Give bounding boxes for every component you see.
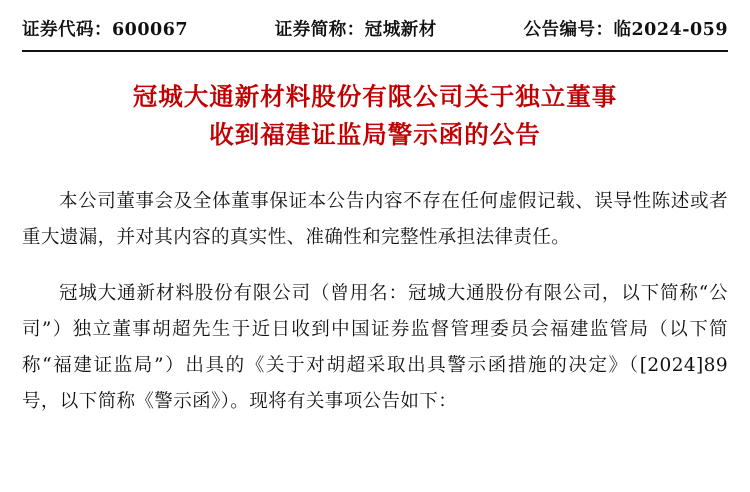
page-title-line-1: 冠城大通新材料股份有限公司关于独立董事 bbox=[132, 82, 618, 111]
security-abbreviation bbox=[275, 16, 437, 41]
security-abbreviation-label: 证券简称： bbox=[274, 20, 365, 40]
body-paragraph-disclaimer: 本公司董事会及全体董事保证本公告内容不存在任何虚假记载、误导性陈述或者重大遗漏，并对其内容的真实性、准确性和完整性承担法律责任。 bbox=[22, 190, 728, 248]
document-header bbox=[22, 0, 728, 41]
header-divider bbox=[22, 50, 728, 52]
security-code bbox=[22, 16, 188, 41]
body-paragraph-main: 冠城大通新材料股份有限公司（曾用名：冠城大通股份有限公司，以下简称“公司”）独立董事胡超先生于近日收到中国证券监督管理委员会福建监管局（以下简称“福建证监局”）出具的《关于对胡超采取出具警示函措施的决定》（[2024]89 号，以下简称《警示函》）。现将有关事项公告如下： bbox=[22, 283, 728, 413]
security-code-label: 证券代码： bbox=[22, 20, 112, 40]
page-title bbox=[22, 78, 728, 154]
announcement-number bbox=[524, 16, 729, 41]
security-code-value: 600067 bbox=[112, 20, 189, 40]
document-body bbox=[22, 184, 728, 420]
announcement-number-value: 临2024-059 bbox=[613, 20, 728, 40]
security-abbreviation-value: 冠城新材 bbox=[364, 20, 437, 40]
page-title-line-2: 收到福建证监局警示函的公告 bbox=[209, 119, 541, 149]
announcement-number-label: 公告编号： bbox=[523, 20, 614, 40]
